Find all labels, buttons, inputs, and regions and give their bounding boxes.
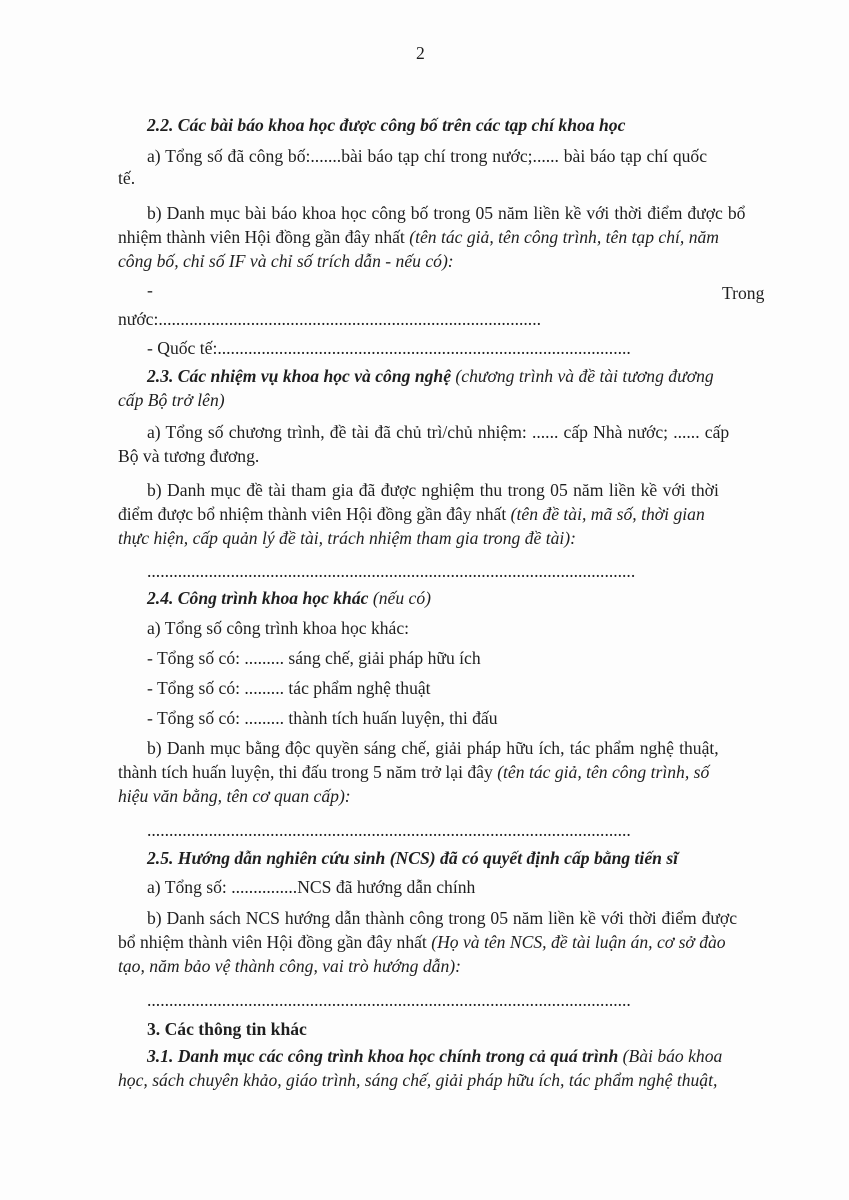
s24-b-line3: hiệu văn bằng, tên cơ quan cấp): [118,786,351,806]
s24-heading-bold: 2.4. Công trình khoa học khác [147,588,369,608]
s22-domestic-dots: nước:....................................................................................... [118,309,541,329]
s22-b-line3: công bố, chỉ số IF và chỉ số trích dẫn - nếu có): [118,251,454,271]
s22-dash: - [147,280,153,300]
s22-a-line1: a) Tổng số đã công bố:.......bài báo tạp chí trong nước;...... bài báo tạp chí quốc [147,146,708,166]
s25-b-line2 [118,934,726,952]
s23-a-line2: Bộ và tương đương. [118,446,260,466]
section-3-1-heading [147,1048,722,1066]
s22-trong: Trong [722,283,765,303]
s23-dots: ............................................................................................................... [147,561,636,581]
section-2-4-heading [147,590,431,608]
s22-international-dots: - Quốc tế:.............................................................................................. [147,338,631,358]
page-number: 2 [416,43,425,63]
s22-b-line2-plain: nhiệm thành viên Hội đồng gần đây nhất [118,227,410,247]
s22-a-line2: tế. [118,168,136,188]
s22-b-line2 [118,229,719,247]
s23-heading-bold: 2.3. Các nhiệm vụ khoa học và công nghệ [147,366,451,386]
s31-heading-italic: (Bài báo khoa [618,1046,723,1066]
s24-b-line1: b) Danh mục bằng độc quyền sáng chế, giải pháp hữu ích, tác phẩm nghệ thuật, [147,738,719,758]
s23-heading-line2: cấp Bộ trở lên) [118,390,225,410]
s24-a-line: a) Tổng số công trình khoa học khác: [147,618,410,638]
s25-dots: .............................................................................................................. [147,990,631,1010]
s24-b-line2-plain: thành tích huấn luyện, thi đấu trong 5 năm trở lại đây [118,762,498,782]
section-2-2-heading: 2.2. Các bài báo khoa học được công bố trên các tạp chí khoa học [147,115,626,135]
s23-b-line2-italic: (tên đề tài, mã số, thời gian [510,504,705,524]
s23-b-line2-plain: điểm được bổ nhiệm thành viên Hội đồng gần đây nhất [118,504,511,524]
s23-heading-italic: (chương trình và đề tài tương đương [451,366,714,386]
s24-b-line2-italic: (tên tác giả, tên công trình, số [497,762,710,782]
s23-a-line1: a) Tổng số chương trình, đề tài đã chủ trì/chủ nhiệm: ...... cấp Nhà nước; ...... cấp [147,422,730,442]
s23-b-line3: thực hiện, cấp quản lý đề tài, trách nhiệm tham gia trong đề tài): [118,528,576,548]
s24-dots: .............................................................................................................. [147,820,631,840]
s25-b-line1: b) Danh sách NCS hướng dẫn thành công trong 05 năm liền kề với thời điểm được [147,908,738,928]
s25-a-line: a) Tổng số: ...............NCS đã hướng dẫn chính [147,877,476,897]
section-2-5-heading: 2.5. Hướng dẫn nghiên cứu sinh (NCS) đã có quyết định cấp bằng tiến sĩ [147,848,679,868]
s31-line2: học, sách chuyên khảo, giáo trình, sáng chế, giải pháp hữu ích, tác phẩm nghệ thuật, [118,1070,718,1090]
section-3-heading: 3. Các thông tin khác [147,1019,307,1039]
s22-b-line2-italic: (tên tác giả, tên công trình, tên tạp chí, năm [409,227,720,247]
s24-item3: - Tổng số có: ......... thành tích huấn luyện, thi đấu [147,708,498,728]
s25-b-line3: tạo, năm bảo vệ thành công, vai trò hướng dẫn): [118,956,461,976]
s23-b-line2 [118,506,705,524]
s24-item1: - Tổng số có: ......... sáng chế, giải pháp hữu ích [147,648,481,668]
s23-b-line1: b) Danh mục đề tài tham gia đã được nghiệm thu trong 05 năm liền kề với thời [147,480,719,500]
s25-b-line2-italic: (Họ và tên NCS, đề tài luận án, cơ sở đào [431,932,726,952]
s24-item2: - Tổng số có: ......... tác phẩm nghệ thuật [147,678,431,698]
s24-b-line2 [118,764,709,782]
s24-heading-italic: (nếu có) [368,588,431,608]
s31-heading-bold: 3.1. Danh mục các công trình khoa học chính trong cả quá trình [147,1046,619,1066]
section-2-3-heading [147,368,714,386]
s22-b-line1: b) Danh mục bài báo khoa học công bố trong 05 năm liền kề với thời điểm được bổ [147,203,746,223]
s25-b-line2-plain: bổ nhiệm thành viên Hội đồng gần đây nhất [118,932,432,952]
